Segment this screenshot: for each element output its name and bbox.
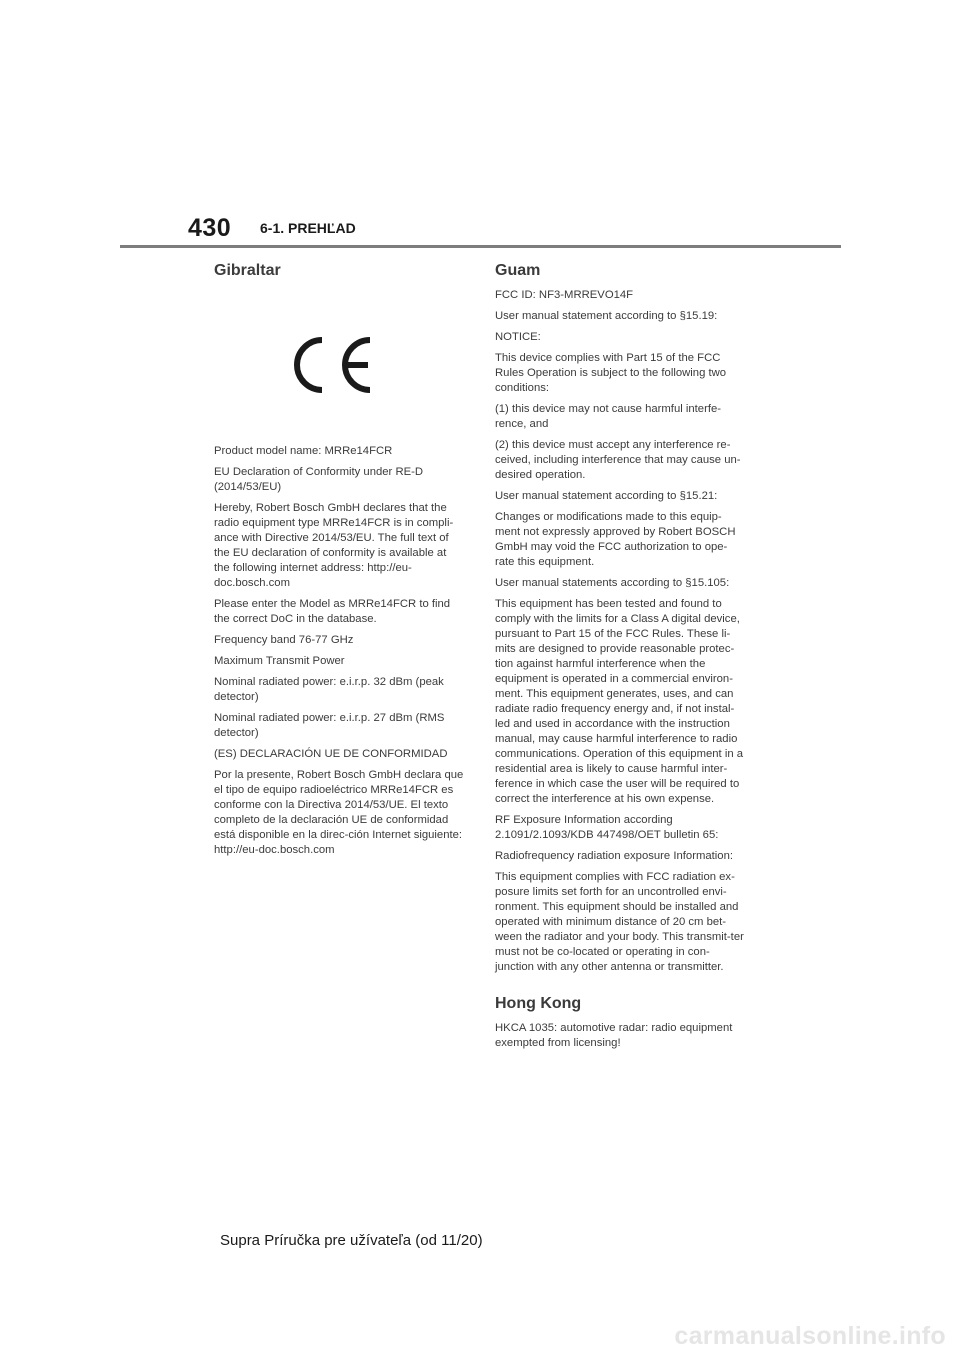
right-column — [495, 262, 745, 1057]
paragraph: Product model name: MRRe14FCR — [214, 445, 393, 457]
paragraph: Please enter the Model as MRRe14FCR to find the correct DoC in the database. — [214, 598, 451, 625]
paragraph: HKCA 1035: automotive radar: radio equipment exempted from licensing! — [495, 1022, 733, 1049]
ce-mark-icon — [294, 334, 378, 396]
left-column — [214, 262, 464, 864]
paragraph: Hereby, Robert Bosch GmbH declares that the radio equipment type MRRe14FCR is in compli-ance with Directive 2014/53/EU. The full text of the EU declaration of conformity is available at the following internet address: http://eu-doc.bosch.com — [214, 502, 454, 589]
paragraph: Radiofrequency radiation exposure Information: — [495, 850, 734, 862]
paragraph: User manual statement according to §15.19: — [495, 310, 718, 322]
paragraph: This device complies with Part 15 of the FCC Rules Operation is subject to the following two conditions: — [495, 352, 727, 394]
paragraph: RF Exposure Information according 2.1091/2.1093/KDB 447498/OET bulletin 65: — [495, 814, 719, 841]
gibraltar-heading: Gibraltar — [214, 262, 281, 279]
footer-text: Supra Príručka pre užívateľa (od 11/20) — [220, 1232, 483, 1249]
guam-heading: Guam — [495, 262, 541, 279]
paragraph: Frequency band 76-77 GHz — [214, 634, 354, 646]
paragraph: NOTICE: — [495, 331, 541, 343]
section-title: 6-1. PREHĽAD — [260, 220, 356, 236]
paragraph: (1) this device may not cause harmful interfe-rence, and — [495, 403, 722, 430]
paragraph: User manual statement according to §15.21: — [495, 490, 718, 502]
paragraph: This equipment has been tested and found to comply with the limits for a Class A digital device, pursuant to Part 15 of the FCC Rules. These li-mits are designed to provide reasonable protec-tion against harmful interference when the equipment is operated in a commercial environ-ment. This equipment generates, uses, and can radiate radio frequency energy and, if not instal-led and used in accordance with the instruction manual, may cause harmful interference to radio communications. Operation of this equipment in a residential area is likely to cause harmful inter-ference in which case the user will be required to correct the interference at his own expense. — [495, 598, 744, 805]
paragraph: This equipment complies with FCC radiation ex-posure limits set forth for an uncontrolled envi-ronment. This equipment should be installed and operated with minimum distance of 20 cm bet-ween the radiator and your body. This transmit-ter must not be co-located or operating in con-junction with any other antenna or transmitter. — [495, 871, 744, 973]
paragraph: Changes or modifications made to this equip-ment not expressly approved by Robert BOSCH GmbH may void the FCC authorization to ope-rate this equipment. — [495, 511, 736, 568]
paragraph: (2) this device must accept any interference re-ceived, including interference that may cause un-desired operation. — [495, 439, 741, 481]
header-divider — [120, 245, 841, 248]
page-number: 430 — [188, 214, 232, 242]
paragraph: Nominal radiated power: e.i.r.p. 27 dBm (RMS detector) — [214, 712, 445, 739]
paragraph: Nominal radiated power: e.i.r.p. 32 dBm (peak detector) — [214, 676, 444, 703]
paragraph: Por la presente, Robert Bosch GmbH declara que el tipo de equipo radioeléctrico MRRe14FCR es conforme con la Directiva 2014/53/UE. El texto completo de la declaración UE de conformidad está disponible en la direc-ción Internet siguiente: http://eu-doc.bosch.com — [214, 769, 464, 856]
paragraph: User manual statements according to §15.105: — [495, 577, 730, 589]
paragraph: Maximum Transmit Power — [214, 655, 345, 667]
watermark: carmanualsonline.info — [674, 1322, 946, 1350]
hong-kong-heading: Hong Kong — [495, 995, 582, 1012]
paragraph: EU Declaration of Conformity under RE-D (2014/53/EU) — [214, 466, 424, 493]
paragraph: (ES) DECLARACIÓN UE DE CONFORMIDAD — [214, 748, 448, 760]
paragraph: FCC ID: NF3-MRREVO14F — [495, 289, 634, 301]
